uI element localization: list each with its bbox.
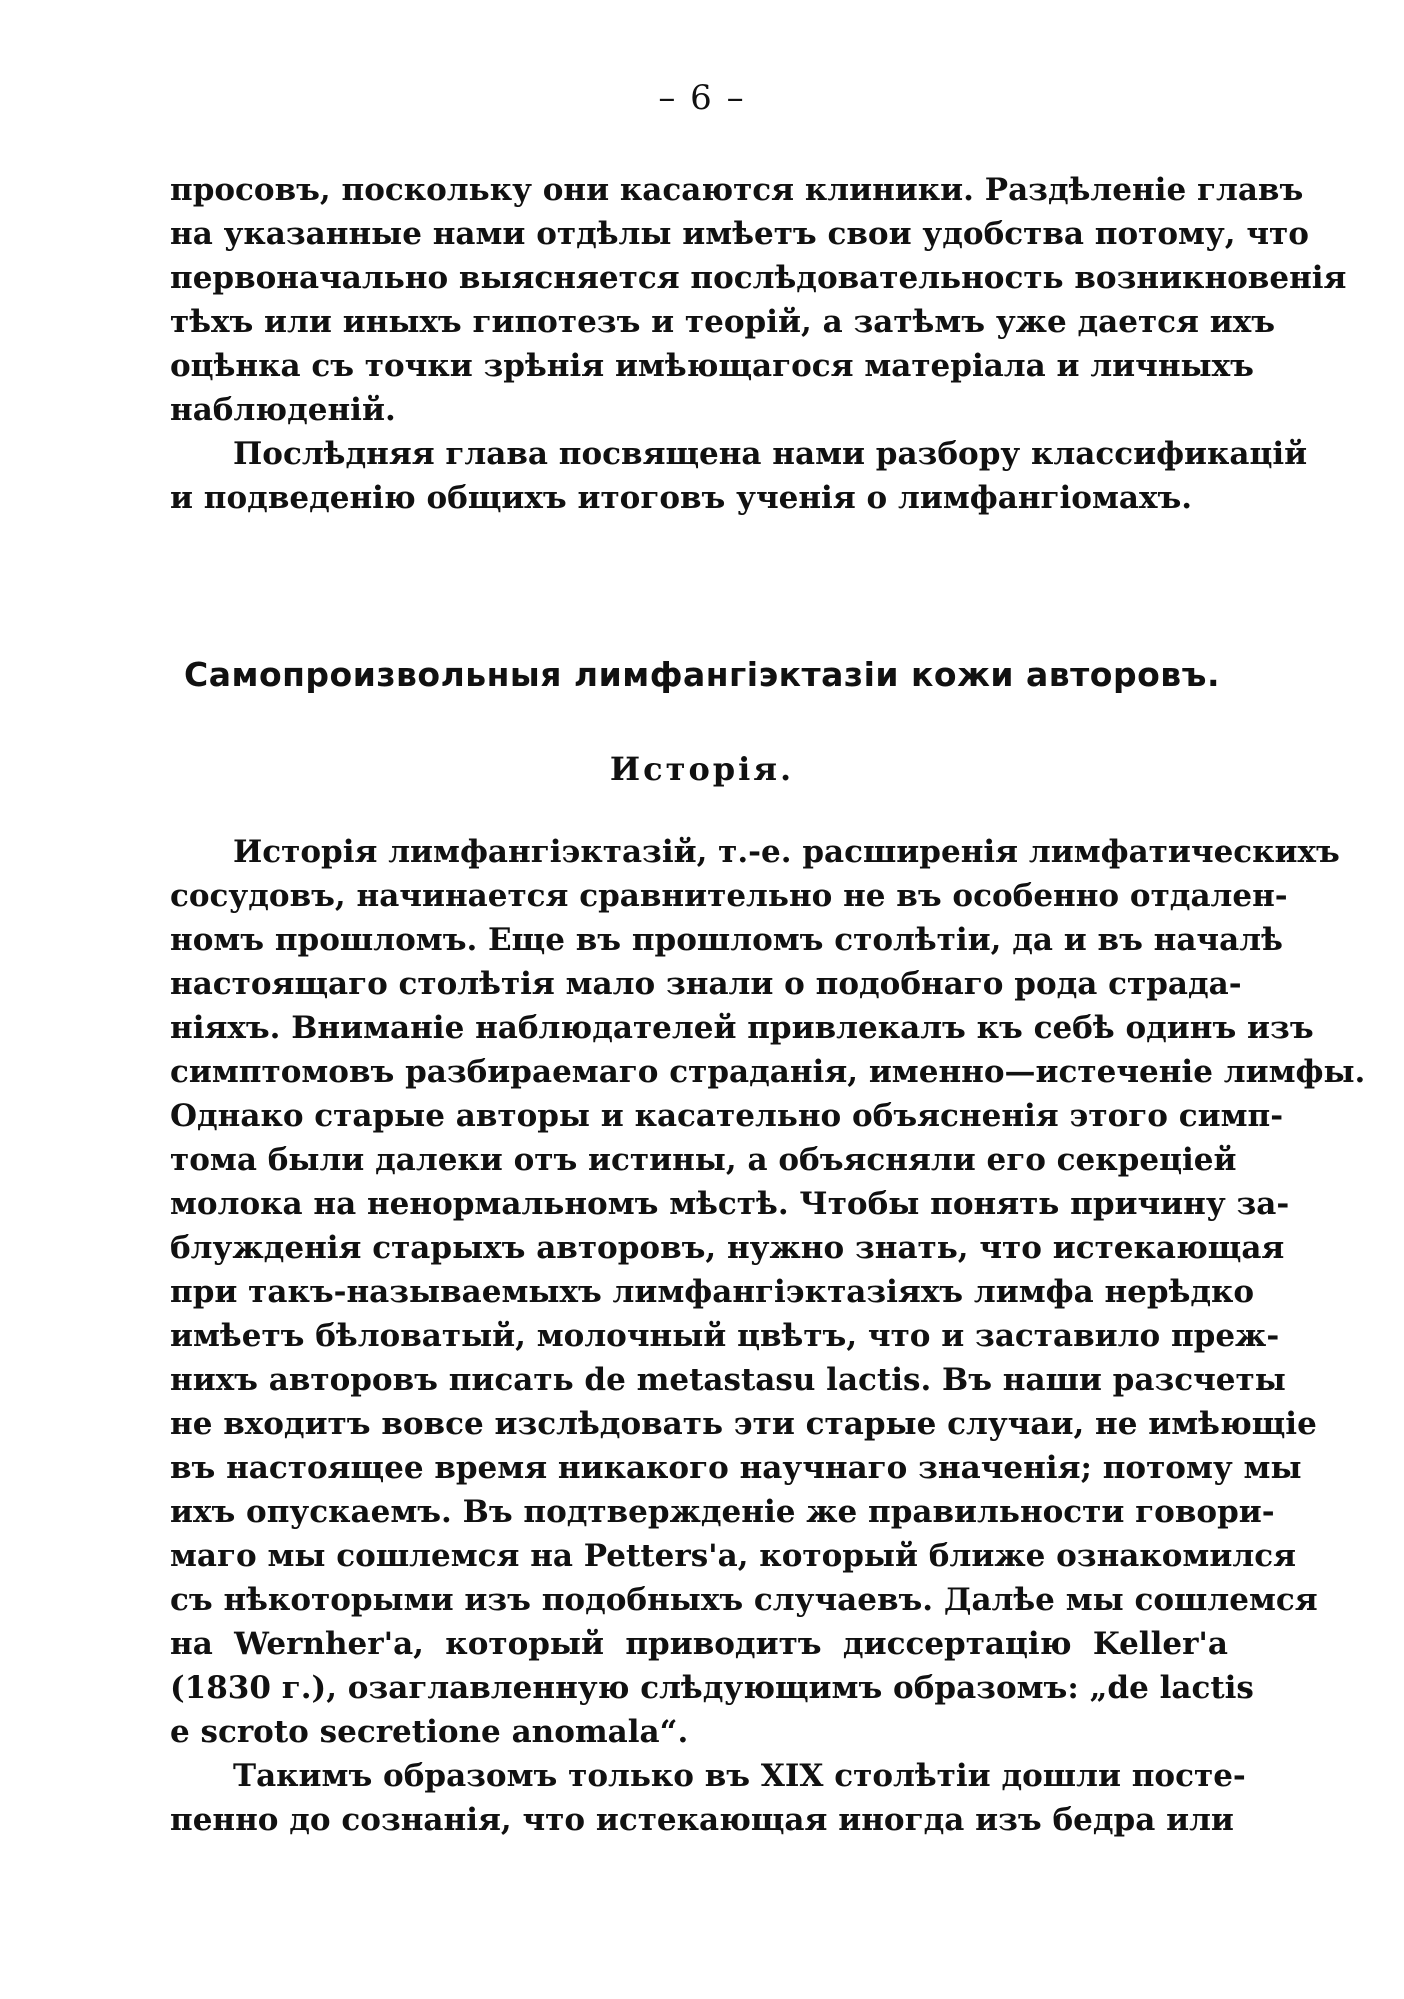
text-line: Послѣдняя глава посвящена нами разбору классификацій xyxy=(233,436,1308,472)
text-line: первоначально выясняется послѣдовательность возникновенія xyxy=(170,260,1347,296)
text-line: Такимъ образомъ только въ XIX столѣтіи дошли посте- xyxy=(233,1758,1246,1794)
text-line: блужденія старыхъ авторовъ, нужно знать, что истекающая xyxy=(170,1230,1285,1266)
paragraph xyxy=(170,168,1347,432)
history-text xyxy=(170,830,1366,1842)
paragraph xyxy=(170,1754,1246,1842)
text-line: при такъ-называемыхъ лимфангіэктазіяхъ лимфа нерѣдко xyxy=(170,1274,1255,1310)
subsection-title: Исторія. xyxy=(609,750,795,788)
text-line: пенно до сознанія, что истекающая иногда изъ бедра или xyxy=(170,1802,1234,1838)
text-line: ихъ опускаемъ. Въ подтвержденіе же правильности говори- xyxy=(170,1494,1275,1530)
text-line: симптомовъ разбираемаго страданія, именно—истеченіе лимфы. xyxy=(170,1054,1366,1090)
text-line: на указанные нами отдѣлы имѣетъ свои удобства потому, что xyxy=(170,216,1309,252)
text-line: не входитъ вовсе изслѣдовать эти старые случаи, не имѣющіе xyxy=(170,1406,1317,1442)
text-line: маго мы сошлемся на Petters'а, который ближе ознакомился xyxy=(170,1538,1296,1574)
paragraph xyxy=(170,830,1366,1754)
paragraph xyxy=(170,432,1308,520)
text-line: тома были далеки отъ истины, а объясняли его секреціей xyxy=(170,1142,1237,1178)
text-line: молока на ненормальномъ мѣстѣ. Чтобы понять причину за- xyxy=(170,1186,1290,1222)
text-line: и подведенію общихъ итоговъ ученія о лимфангіомахъ. xyxy=(170,480,1193,516)
text-line: настоящаго столѣтія мало знали о подобнаго рода страда- xyxy=(170,966,1242,1002)
text-line: нихъ авторовъ писать de metastasu lactis. Въ наши разсчеты xyxy=(170,1362,1286,1398)
text-line: наблюденій. xyxy=(170,392,396,428)
text-line: тѣхъ или иныхъ гипотезъ и теорій, а затѣмъ уже дается ихъ xyxy=(170,304,1275,340)
text-line: Однако старые авторы и касательно объясненія этого симп- xyxy=(170,1098,1284,1134)
intro-text xyxy=(170,168,1347,520)
text-line: e scroto secretione anomala“. xyxy=(170,1714,689,1750)
text-line: сосудовъ, начинается сравнительно не въ особенно отдален- xyxy=(170,878,1288,914)
text-line: ніяхъ. Вниманіе наблюдателей привлекалъ къ себѣ одинъ изъ xyxy=(170,1010,1314,1046)
text-line: номъ прошломъ. Еще въ прошломъ столѣтіи, да и въ началѣ xyxy=(170,922,1283,958)
text-line: оцѣнка съ точки зрѣнія имѣющагося матеріала и личныхъ xyxy=(170,348,1254,384)
section-title: Самопроизвольныя лимфангіэктазіи кожи авторовъ. xyxy=(184,655,1220,694)
text-line: съ нѣкоторыми изъ подобныхъ случаевъ. Далѣе мы сошлемся xyxy=(170,1582,1318,1618)
page-number: – 6 – xyxy=(658,78,746,118)
text-line: на Wernher'а, который приводитъ диссертацію Keller'а xyxy=(170,1626,1228,1662)
text-line: (1830 г.), озаглавленную слѣдующимъ образомъ: „de lactis xyxy=(170,1670,1254,1706)
text-line: Исторія лимфангіэктазій, т.-е. расширенія лимфатическихъ xyxy=(233,834,1340,870)
text-line: просовъ, поскольку они касаются клиники. Раздѣленіе главъ xyxy=(170,172,1304,208)
text-line: имѣетъ бѣловатый, молочный цвѣтъ, что и заставило преж- xyxy=(170,1318,1280,1354)
text-line: въ настоящее время никакого научнаго значенія; потому мы xyxy=(170,1450,1302,1486)
